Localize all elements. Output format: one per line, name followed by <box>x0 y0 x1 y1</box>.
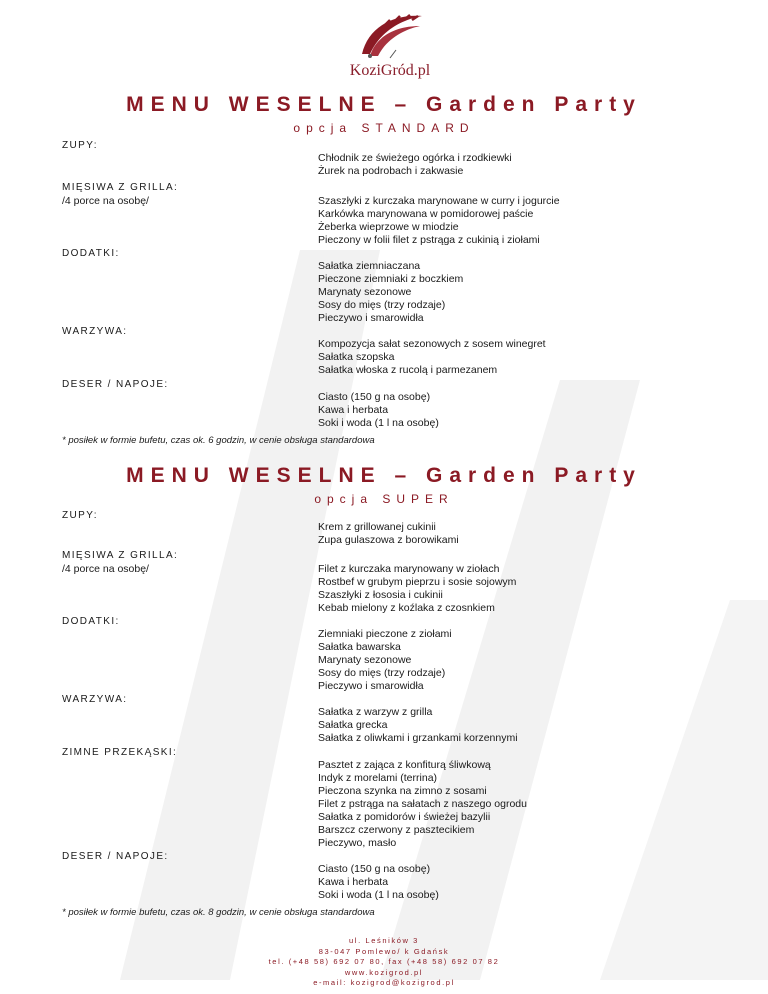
list-item: Kompozycja sałat sezonowych z sosem winegret <box>318 338 546 350</box>
list-item: Kawa i herbata <box>318 876 389 888</box>
list-item: Pieczywo i smarowidła <box>318 680 424 692</box>
menu-super-section <box>0 463 768 918</box>
soups-list <box>318 521 459 547</box>
menu-subtitle: opcja SUPER <box>314 492 454 506</box>
category-label-soups: ZUPY: <box>62 510 98 521</box>
list-item: Krem z grillowanej cukinii <box>318 521 436 533</box>
list-item: Sałatka ziemniaczana <box>318 260 421 272</box>
list-item: Indyk z morelami (terrina) <box>318 772 438 784</box>
sides-list <box>318 260 463 325</box>
list-item: Pasztet z zająca z konfiturą śliwkową <box>318 759 491 771</box>
list-item: Żurek na podrobach i zakwasie <box>318 165 464 177</box>
category-label-vegetables: WARZYWA: <box>62 694 128 705</box>
list-item: Filet z kurczaka marynowany w ziołach <box>318 563 500 575</box>
cold-starters-list <box>318 759 527 850</box>
dessert-drinks-list <box>318 863 439 902</box>
email-link[interactable]: e-mail: kozigrod@kozigrod.pl <box>313 978 455 987</box>
list-item: Pieczony w folii filet z pstrąga z cukinią i ziołami <box>318 234 540 246</box>
list-item: Pieczone ziemniaki z boczkiem <box>318 273 464 285</box>
list-item: Zupa gulaszowa z borowikami <box>318 534 459 546</box>
list-item: Sosy do mięs (trzy rodzaje) <box>318 667 446 679</box>
list-item: Barszcz czerwony z pasztecikiem <box>318 824 475 836</box>
brand-name: KoziGród.pl <box>349 62 431 79</box>
sides-list <box>318 628 452 693</box>
list-item: Soki i woda (1 l na osobę) <box>318 889 439 901</box>
list-item: Filet z pstrąga na sałatach z naszego ogrodu <box>318 798 527 810</box>
list-item: Sałatka grecka <box>318 719 388 731</box>
goat-horn-icon <box>340 6 440 64</box>
list-item: Sałatka z oliwkami i grzankami korzennymi <box>318 732 518 744</box>
list-item: Rostbef w grubym pieprzu i sosie sojowym <box>318 576 517 588</box>
list-item: Szaszłyki z kurczaka marynowane w curry i jogurcie <box>318 195 560 207</box>
category-label-dessert-drinks: DESER / NAPOJE: <box>62 379 169 390</box>
list-item: Żeberka wieprzowe w miodzie <box>318 221 459 233</box>
list-item: Szaszłyki z łososia i cukinii <box>318 589 443 601</box>
vegetables-list <box>318 706 518 745</box>
grill-portion-note: /4 porce na osobę/ <box>62 563 149 575</box>
brand-logo <box>340 6 440 86</box>
list-item: Sosy do mięs (trzy rodzaje) <box>318 299 446 311</box>
list-item: Sałatka z warzyw z grilla <box>318 706 433 718</box>
contact-footer <box>0 936 768 989</box>
list-item: Pieczona szynka na zimno z sosami <box>318 785 487 797</box>
list-item: Sałatka z pomidorów i świeżej bazylii <box>318 811 491 823</box>
list-item: Kebab mielony z koźlaka z czosnkiem <box>318 602 495 614</box>
website-link[interactable]: www.kozigrod.pl <box>344 967 424 977</box>
category-label-grill: MIĘSIWA Z GRILLA: <box>62 550 179 561</box>
list-item: Pieczywo, masło <box>318 837 397 849</box>
list-item: Karkówka marynowana w pomidorowej paście <box>318 208 534 220</box>
menu-standard-section <box>0 92 768 446</box>
list-item: Pieczywo i smarowidła <box>318 312 424 324</box>
list-item: Chłodnik ze świeżego ogórka i rzodkiewki <box>318 152 512 164</box>
grill-list <box>318 563 516 615</box>
grill-list <box>318 195 560 247</box>
address-line: ul. Leśników 3 <box>349 936 419 945</box>
buffet-footnote: * posiłek w formie bufetu, czas ok. 8 godzin, w cenie obsługa standardowa <box>62 907 375 918</box>
list-item: Soki i woda (1 l na osobę) <box>318 417 439 429</box>
soups-list <box>318 152 512 178</box>
postal-line: 83-047 Pomlewo/ k Gdańsk <box>318 946 450 956</box>
category-label-vegetables: WARZYWA: <box>62 326 128 337</box>
menu-subtitle: opcja STANDARD <box>293 121 475 135</box>
category-label-sides: DODATKI: <box>62 616 120 627</box>
list-item: Kawa i herbata <box>318 404 389 416</box>
list-item: Ciasto (150 g na osobę) <box>318 391 431 403</box>
list-item: Sałatka bawarska <box>318 641 401 653</box>
dessert-drinks-list <box>318 391 439 430</box>
list-item: Sałatka włoska z rucolą i parmezanem <box>318 364 498 376</box>
buffet-footnote: * posiłek w formie bufetu, czas ok. 6 godzin, w cenie obsługa standardowa <box>62 435 375 446</box>
list-item: Ciasto (150 g na osobę) <box>318 863 431 875</box>
menu-title: MENU WESELNE – Garden Party <box>126 464 642 487</box>
list-item: Marynaty sezonowe <box>318 286 412 298</box>
category-label-cold-starters: ZIMNE PRZEKĄSKI: <box>62 747 178 758</box>
list-item: Sałatka szopska <box>318 351 395 363</box>
list-item: Marynaty sezonowe <box>318 654 412 666</box>
grill-portion-note: /4 porce na osobę/ <box>62 195 149 207</box>
category-label-grill: MIĘSIWA Z GRILLA: <box>62 182 179 193</box>
list-item: Ziemniaki pieczone z ziołami <box>318 628 452 640</box>
phone-line: tel. (+48 58) 692 07 80, fax (+48 58) 692 07 82 <box>268 957 500 966</box>
category-label-soups: ZUPY: <box>62 140 98 151</box>
category-label-sides: DODATKI: <box>62 248 120 259</box>
vegetables-list <box>318 338 546 377</box>
category-label-dessert-drinks: DESER / NAPOJE: <box>62 851 169 862</box>
menu-title: MENU WESELNE – Garden Party <box>126 93 642 116</box>
